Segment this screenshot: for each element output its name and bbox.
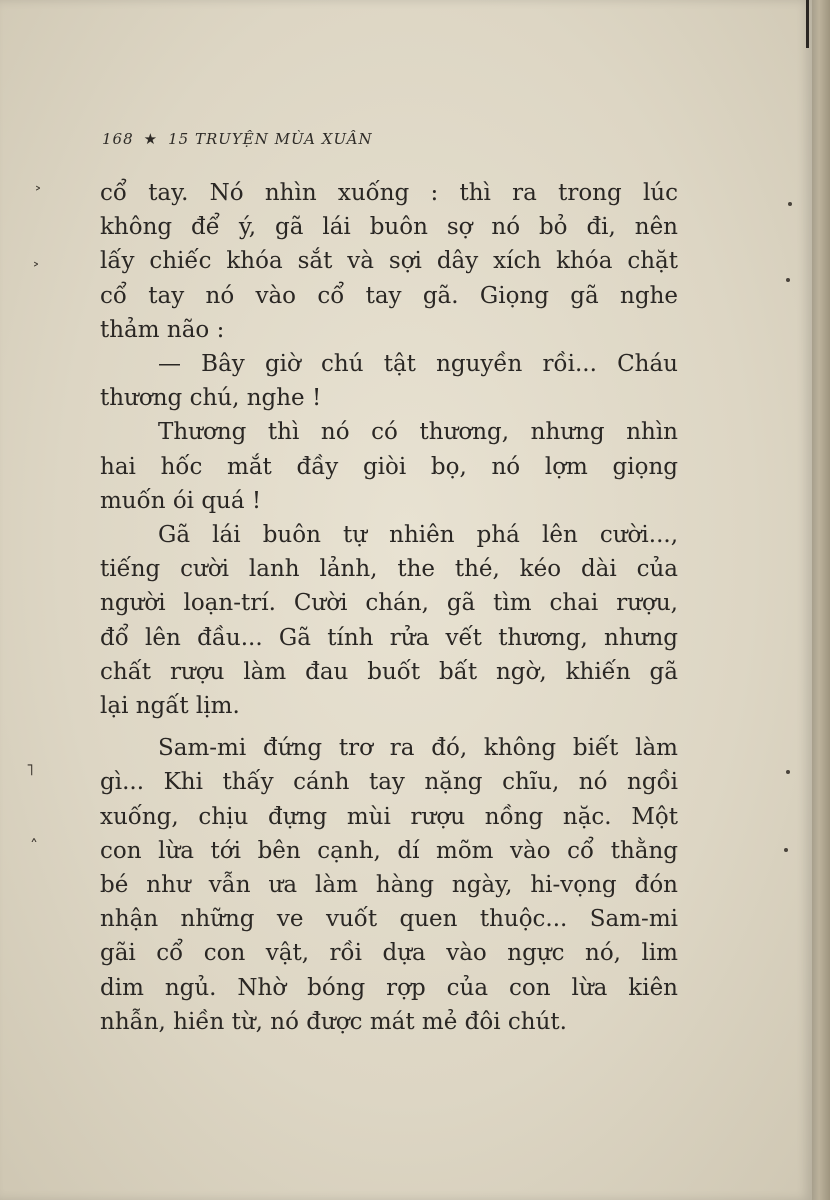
text-line: lấy chiếc khóa sắt và sợi dây xích khóa chặt — [100, 248, 678, 275]
text-line: — Bây giờ chú tật nguyền rồi... Cháu — [158, 351, 678, 378]
binding-hole-mark: ˃ — [32, 260, 40, 279]
binding-hole-mark: ˄ — [30, 836, 38, 855]
star-separator: ★ — [143, 130, 159, 148]
text-line: thương chú, nghe ! — [100, 385, 322, 412]
text-line: không để ý, gã lái buôn sợ nó bỏ đi, nên — [100, 214, 678, 241]
text-line: gãi cổ con vật, rồi dựa vào ngực nó, lim — [100, 940, 678, 967]
text-line: đổ lên đầu... Gã tính rửa vết thương, nhưng — [100, 624, 678, 651]
running-header — [102, 130, 373, 148]
binding-hole-dot — [784, 848, 788, 852]
page-edge-line — [806, 0, 809, 48]
text-line: Sam-mi đứng trơ ra đó, không biết làm — [158, 735, 678, 762]
book-title: 15 TRUYỆN MÙA XUÂN — [168, 130, 373, 148]
text-line: dim ngủ. Nhờ bóng rợp của con lừa kiên — [100, 974, 678, 1001]
binding-hole-mark: ˃ — [34, 184, 42, 203]
text-line: nhận những ve vuốt quen thuộc... Sam-mi — [100, 906, 678, 933]
text-line: hai hốc mắt đầy giòi bọ, nó lợm giọng — [100, 453, 678, 480]
text-line: cổ tay nó vào cổ tay gã. Giọng gã nghe — [100, 282, 678, 309]
text-line: gì... Khi thấy cánh tay nặng chĩu, nó ngồi — [100, 769, 678, 796]
text-line: người loạn-trí. Cười chán, gã tìm chai rượu, — [100, 590, 678, 617]
binding-hole-dot — [786, 770, 790, 774]
text-line: nhẫn, hiền từ, nó được mát mẻ đôi chút. — [100, 1008, 567, 1035]
text-line: Thương thì nó có thương, nhưng nhìn — [158, 419, 678, 446]
text-line: con lừa tới bên cạnh, dí mõm vào cổ thằng — [100, 837, 678, 864]
text-line: bé như vẫn ưa làm hàng ngày, hi-vọng đón — [100, 872, 678, 899]
binding-hole-dot — [786, 278, 790, 282]
body-text — [100, 176, 678, 1039]
page-number: 168 — [102, 130, 134, 148]
text-line: lại ngất lịm. — [100, 693, 240, 720]
text-line: chất rượu làm đau buốt bất ngờ, khiến gã — [100, 658, 678, 685]
text-line: xuống, chịu đựng mùi rượu nồng nặc. Một — [100, 803, 678, 830]
text-line: cổ tay. Nó nhìn xuống : thì ra trong lúc — [100, 180, 678, 206]
binding-hole-dot — [788, 202, 792, 206]
text-line: muốn ói quá ! — [100, 487, 262, 514]
text-line: thảm não : — [100, 316, 225, 343]
text-line: Gã lái buôn tự nhiên phá lên cười..., — [158, 522, 678, 549]
text-line: tiếng cười lanh lảnh, the thé, kéo dài của — [100, 556, 678, 583]
binding-hole-mark: ˥ — [26, 760, 34, 779]
page-edge — [812, 0, 830, 1200]
